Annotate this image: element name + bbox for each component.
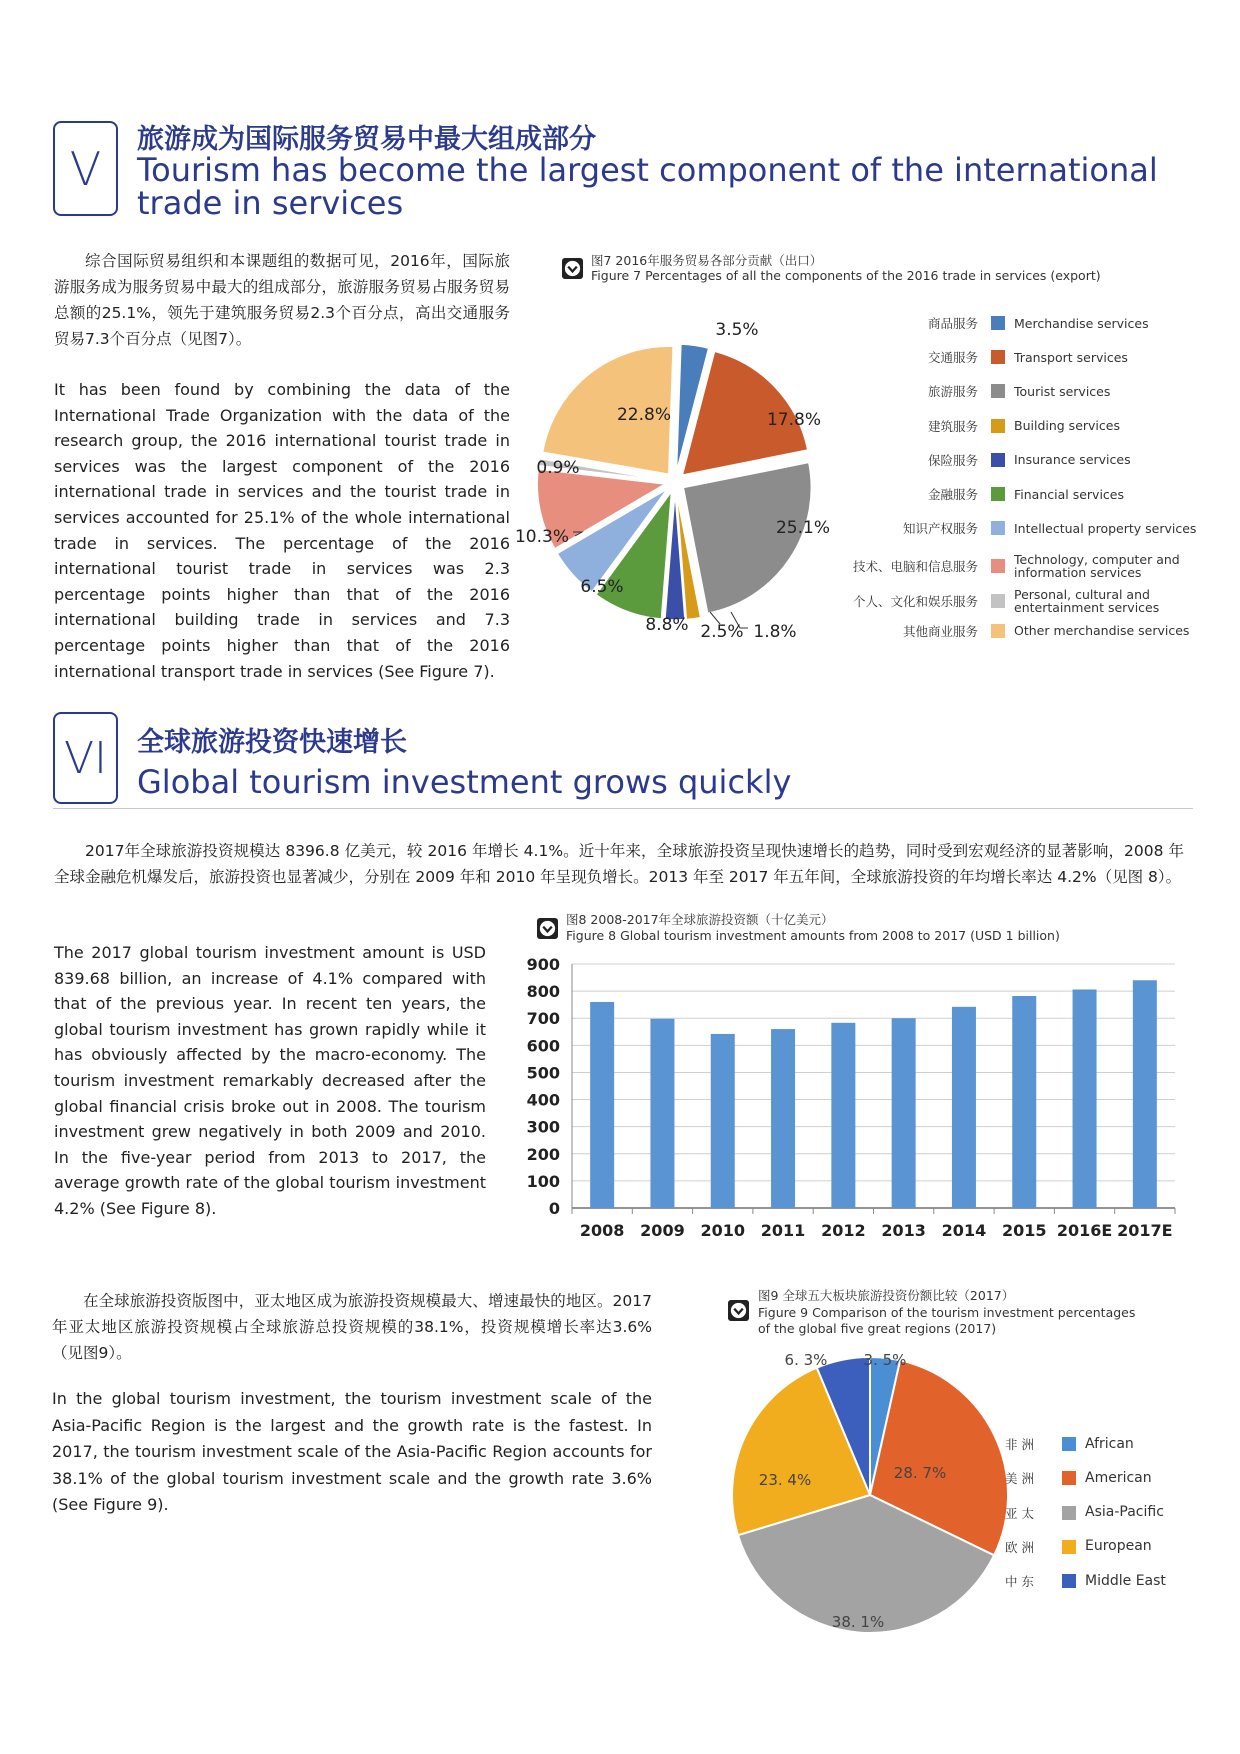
figure7-legend-item: [848, 451, 1208, 469]
figure7-legend-item: [848, 622, 1208, 640]
section6-paragraph-en: The 2017 global tourism investment amount is USD 839.68 billion, an increase of 4.1% compared with that of the previous year. In recent ten years, the global tourism investment has grown rapidly while it has obviously affected by the macro-economy. The tourism investment remarkably decreased after the global financial crisis broke out in 2008. The tourism investment grew negatively in both 2009 and 2010. In the five-year period from 2013 to 2017, the average growth rate of the global tourism investment 4.2% (See Figure 8).: [54, 943, 486, 1218]
bar8-xtick-label: 2013: [881, 1221, 926, 1240]
figure7-legend-swatch: [991, 594, 1005, 608]
bar8-bar-2013: [892, 1018, 916, 1208]
section5-numeral: V: [69, 141, 102, 196]
figure7-legend-label-en: Technology, computer and information services: [1014, 552, 1180, 581]
pie9-label-african: 3. 5%: [863, 1351, 907, 1369]
figure7-legend-swatch: [991, 559, 1005, 573]
bar8-bar-2008: [590, 1002, 614, 1208]
figure9-legend-swatch: [1062, 1574, 1076, 1588]
figure9-legend-item: [990, 1435, 1134, 1453]
figure7-legend-label-cn: 技术、电脑和信息服务: [852, 559, 978, 575]
figure7-legend-item: [848, 348, 1208, 366]
figure7-icon: [562, 258, 583, 279]
section6-paragraph2-en: In the global tourism investment, the tourism investment scale of the Asia-Pacific Region is the largest and the growth rate is the fastest. In 2017, the tourism investment scale of the Asia-Pacific Region accounts for 38.1% of the global tourism investment scale and the growth rate 3.6% (See Figure 9).: [52, 1389, 652, 1514]
figure9-legend-label-cn: 欧 洲: [1005, 1539, 1034, 1555]
figure7-legend-swatch: [991, 487, 1005, 501]
bar8-xtick-label: 2011: [760, 1221, 806, 1240]
figure9-legend-item: [990, 1538, 1152, 1556]
figure7-caption-en: Figure 7 Percentages of all the components of the 2016 trade in services (export): [591, 268, 1101, 283]
bar8-ytick-label: 900: [526, 955, 560, 974]
figure7-legend-swatch: [991, 384, 1005, 398]
figure7-legend-label-en: Intellectual property services: [1014, 520, 1197, 536]
bar8-ytick-label: 300: [526, 1117, 560, 1137]
figure9-caption-en: Figure 9 Comparison of the tourism investment percentages of the global five great regions (2017): [758, 1305, 1136, 1336]
figure7-legend-label-en: Personal, cultural and entertainment services: [1014, 586, 1160, 615]
figure8-icon: [537, 918, 558, 939]
figure7-legend-label-cn: 旅游服务: [927, 384, 978, 400]
bar8-xtick-label: 2012: [821, 1221, 866, 1240]
figure7-legend-label-en: Insurance services: [1014, 452, 1131, 468]
bar8-ytick-label: 800: [526, 982, 560, 1002]
bar8-ytick-label: 400: [526, 1090, 560, 1110]
figure9-pie-chart: [720, 1345, 1020, 1645]
pie7-label-tech: 10.3%: [514, 527, 570, 547]
section6-paragraph-cn: 2017年全球旅游投资规模达 8396.8 亿美元，较 2016 年增长 4.1%。近十年来，全球旅游投资呈现快速增长的趋势，同时受到宏观经济的显著影响，2008 年全球金融危机爆发后，旅游投资也显著减少，分别在 2009 年和 2010 年呈现负增长。2013 年至 2017 年五年间，全球旅游投资的年均增长率达 4.2%（见图 8）。: [54, 842, 1184, 886]
bar8-ytick-label: 200: [526, 1144, 560, 1164]
figure9-legend-label-en: European: [1085, 1538, 1152, 1555]
pie7-label-merchandise: 3.5%: [715, 320, 759, 340]
figure7-legend-label-cn: 其他商业服务: [902, 623, 978, 639]
figure7-legend-item: [848, 485, 1208, 503]
figure7-legend-label-cn: 个人、文化和娱乐服务: [852, 593, 978, 609]
figure7-legend-label-en: Building services: [1014, 418, 1120, 434]
section6-divider: [53, 808, 1193, 809]
figure7-legend-item: [848, 417, 1208, 435]
figure8-caption-cn: 图8 2008-2017年全球旅游投资额（十亿美元）: [566, 912, 834, 927]
section6-numeral: VI: [63, 732, 108, 784]
figure7-legend-item: [848, 519, 1208, 537]
figure7-legend-label-cn: 保险服务: [927, 452, 978, 468]
section6-title-cn: 全球旅游投资快速增长: [137, 727, 407, 758]
bar8-bar-2010: [711, 1034, 735, 1208]
figure7-legend-label-en: Merchandise services: [1014, 315, 1149, 331]
pie7-label-building: 1.8%: [753, 622, 797, 642]
figure7-legend-label-en: Transport services: [1014, 349, 1128, 365]
figure7-legend-swatch: [991, 453, 1005, 467]
bar8-ytick-label: 0: [548, 1199, 560, 1218]
bar8-bar-2017E: [1133, 980, 1157, 1208]
pie9-label-european: 23. 4%: [758, 1471, 812, 1489]
figure9-legend-label-en: Asia-Pacific: [1085, 1504, 1164, 1521]
figure9-legend-item: [990, 1469, 1152, 1487]
figure7-legend-swatch: [991, 521, 1005, 535]
figure9-legend-label-cn: 亚 太: [1005, 1505, 1034, 1521]
figure9-legend-label-en: Middle East: [1085, 1572, 1166, 1589]
figure7-legend-item: [848, 382, 1208, 400]
bar8-xtick-label: 2014: [941, 1221, 987, 1240]
bar8-xtick-label: 2008: [579, 1221, 625, 1240]
figure7-legend-swatch: [991, 350, 1005, 364]
figure7-legend-label-cn: 金融服务: [927, 487, 978, 502]
figure9-legend-label-cn: 非 洲: [1005, 1437, 1034, 1452]
figure9-legend-item: [990, 1504, 1164, 1522]
figure7-legend-label-en: Financial services: [1014, 486, 1124, 502]
bar8-xtick-label: 2009: [640, 1221, 685, 1240]
pie7-label-personal: 0.9%: [536, 458, 580, 478]
bar8-ytick-label: 500: [526, 1063, 560, 1083]
bar8-bar-2015: [1012, 996, 1036, 1208]
bar8-xtick-label: 2016E: [1056, 1221, 1113, 1240]
pie7-label-insurance: 2.5%: [700, 622, 744, 642]
pie9-label-asiapacific: 38. 1%: [831, 1613, 885, 1631]
section5-paragraph-en: It has been found by combining the data of the International Trade Organization with the data of the research group, the 2016 international tourist trade in services was the largest component of the 2016 international trade in services and the tourist trade in services accounted for 25.1% of the whole international trade in services. The percentage of the 2016 international tourist trade in services was 2.3 percentage points higher than that of the 2016 international building trade in services and 7.3 percentage points higher than that of the 2016 international transport trade in services (See Figure 7).: [54, 380, 510, 681]
figure9-legend-swatch: [1062, 1506, 1076, 1520]
figure7-legend-label-cn: 知识产权服务: [902, 521, 978, 537]
pie7-label-ip: 6.5%: [580, 577, 624, 597]
section6-title-en: Global tourism investment grows quickly: [137, 763, 792, 801]
bar8-bar-2012: [831, 1023, 855, 1208]
figure9-legend-swatch: [1062, 1540, 1076, 1554]
pie9-label-american: 28. 7%: [893, 1464, 947, 1482]
figure7-legend-item: [848, 553, 1208, 579]
figure9-legend-label-en: American: [1085, 1469, 1152, 1486]
pie9-label-middleeast: 6. 3%: [784, 1351, 828, 1369]
bar8-ytick-label: 600: [526, 1036, 560, 1056]
bar8-bar-2014: [952, 1007, 976, 1208]
figure8-caption-en: Figure 8 Global tourism investment amounts from 2008 to 2017 (USD 1 billion): [566, 928, 1060, 943]
section6-paragraph2-cn: 在全球旅游投资版图中，亚太地区成为旅游投资规模最大、增速最快的地区。2017年亚太地区旅游投资规模占全球旅游总投资规模的38.1%，投资规模增长率达3.6%（见图9）。: [52, 1292, 652, 1362]
pie7-label-financial: 8.8%: [645, 615, 689, 635]
figure7-legend-swatch: [991, 624, 1005, 638]
figure7-legend-label-cn: 建筑服务: [927, 418, 978, 434]
figure7-pie-chart: [510, 310, 880, 650]
pie7-label-other: 22.8%: [616, 405, 672, 425]
bar8-bar-2016E: [1073, 989, 1097, 1208]
figure8-bar-chart: [520, 950, 1200, 1250]
figure7-legend-label-en: Tourist services: [1014, 383, 1111, 399]
figure9-caption-cn: 图9 全球五大板块旅游投资份额比较（2017）: [758, 1288, 1015, 1303]
figure7-legend-swatch: [991, 419, 1005, 433]
bar8-xtick-label: 2017E: [1117, 1221, 1173, 1240]
figure9-legend-item: [990, 1572, 1166, 1590]
bar8-ytick-label: 700: [526, 1009, 560, 1029]
bar8-xtick-label: 2015: [1001, 1221, 1047, 1240]
section5-title-en: Tourism has become the largest component of the international trade in services: [137, 151, 1158, 222]
section5-paragraph-cn: 综合国际贸易组织和本课题组的数据可见，2016年，国际旅游服务成为服务贸易中最大的组成部分，旅游服务贸易占服务贸易总额的25.1%，领先于建筑服务贸易2.3个百分点，高出交通服务贸易7.3个百分点（见图7）。: [54, 252, 510, 348]
figure7-legend-label-en: Other merchandise services: [1014, 623, 1190, 639]
bar8-ytick-label: 100: [526, 1171, 560, 1191]
figure7-legend-swatch: [991, 316, 1005, 330]
figure7-legend-label-cn: 交通服务: [927, 350, 978, 366]
figure9-legend-label-en: African: [1085, 1435, 1134, 1452]
section5-title-cn: 旅游成为国际服务贸易中最大组成部分: [137, 124, 596, 155]
section5-numeral-box: [53, 121, 118, 216]
figure7-legend-item: [848, 314, 1208, 332]
bar8-xtick-label: 2010: [700, 1221, 746, 1240]
figure9-legend-swatch: [1062, 1437, 1076, 1451]
figure9-legend-label-cn: 美 洲: [1005, 1471, 1034, 1487]
pie7-label-transport: 17.8%: [766, 410, 822, 430]
bar8-bar-2009: [650, 1019, 674, 1208]
pie7-label-tourist: 25.1%: [775, 518, 831, 538]
figure7-caption-cn: 图7 2016年服务贸易各部分贡献（出口）: [591, 253, 823, 268]
figure7-legend-label-cn: 商品服务: [927, 316, 978, 331]
bar8-bar-2011: [771, 1029, 795, 1208]
section6-numeral-box: [53, 712, 118, 804]
figure9-icon: [728, 1300, 749, 1321]
figure7-legend-item: [848, 588, 1208, 614]
figure9-legend-swatch: [1062, 1471, 1076, 1485]
figure9-legend-label-cn: 中 东: [1005, 1574, 1034, 1590]
